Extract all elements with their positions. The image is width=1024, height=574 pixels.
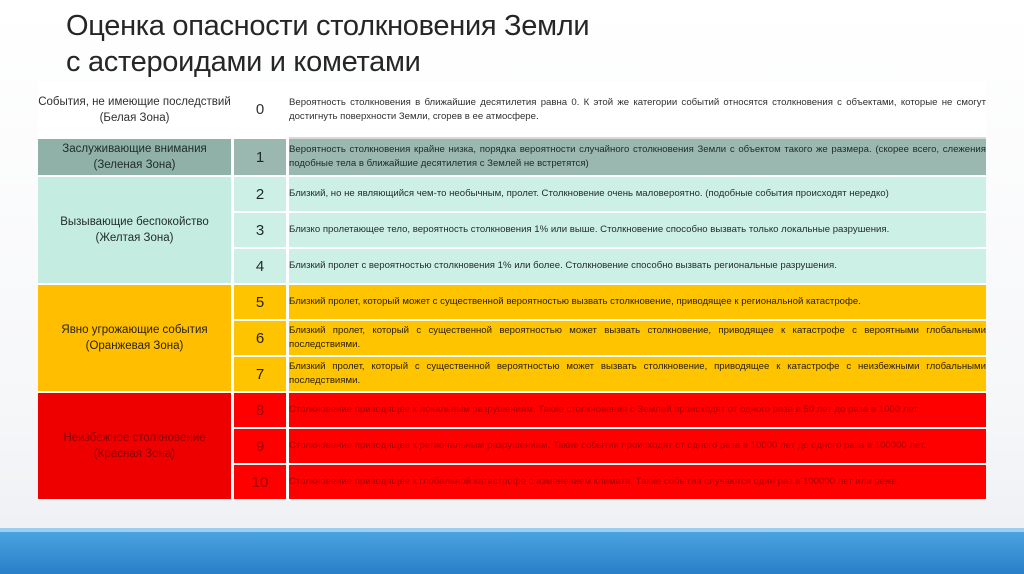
level-number: 5 bbox=[233, 284, 288, 320]
level-number: 1 bbox=[233, 138, 288, 176]
zone-label-white: События, не имеющие последствий (Белая Зона) bbox=[38, 82, 233, 138]
zone-label-yellow: Вызывающие беспокойство (Желтая Зона) bbox=[38, 176, 233, 284]
level-description: Столкновение приводящее к глобальной катастрофе с изменением климата. Такие события случаются один раз в 100000 лет или реже. bbox=[288, 464, 987, 500]
level-description: Близкий пролет, который может с существенной вероятностью вызвать столкновение, приводящее к региональной катастрофе. bbox=[288, 284, 987, 320]
level-description: Близко пролетающее тело, вероятность столкновения 1% или выше. Столкновение способно вызвать только локальные разрушения. bbox=[288, 212, 987, 248]
level-number: 9 bbox=[233, 428, 288, 464]
footer-bar bbox=[0, 532, 1024, 574]
level-number: 4 bbox=[233, 248, 288, 284]
level-description: Столкновение приводящее к локальным разрушениям. Такие столкновения с Землей происходят от одного раза в 50 лет до раза в 1000 лет. bbox=[288, 392, 987, 428]
zone-label-red: Неизбежное столкновение (Красная Зона) bbox=[38, 392, 233, 500]
zone-label-green: Заслуживающие внимания (Зеленая Зона) bbox=[38, 138, 233, 176]
level-number: 2 bbox=[233, 176, 288, 212]
level-description: Вероятность столкновения в ближайшие десятилетия равна 0. К этой же категории событий относятся столкновения с объектами, которые не смогут достигнуть поверхности Земли, сгорев в ее атмосфере. bbox=[288, 82, 987, 138]
slide-title-line-2: с астероидами и кометами bbox=[66, 46, 421, 78]
level-description: Столкновение приводящее к региональным разрушениям. Такие события происходят от одного раза в 10000 лет до одного раза в 100000 лет. bbox=[288, 428, 987, 464]
level-number: 8 bbox=[233, 392, 288, 428]
table-row bbox=[38, 284, 986, 320]
level-number: 10 bbox=[233, 464, 288, 500]
level-description: Близкий, но не являющийся чем-то необычным, пролет. Столкновение очень маловероятно. (подобные события происходят нередко) bbox=[288, 176, 987, 212]
level-number: 0 bbox=[233, 82, 288, 138]
level-number: 3 bbox=[233, 212, 288, 248]
level-description: Близкий пролет, который с существенной вероятностью может вызвать столкновение, приводящее к катастрофе с вероятными глобальными последствиями. bbox=[288, 320, 987, 356]
hazard-scale-table bbox=[38, 82, 986, 501]
slide-title-line-1: Оценка опасности столкновения Земли bbox=[66, 10, 590, 42]
level-description: Близкий пролет с вероятностью столкновения 1% или более. Столкновение способно вызвать региональные разрушения. bbox=[288, 248, 987, 284]
zone-label-orange: Явно угрожающие события (Оранжевая Зона) bbox=[38, 284, 233, 392]
level-number: 6 bbox=[233, 320, 288, 356]
level-description: Близкий пролет, который с существенной вероятностью может вызвать столкновение, приводящее к катастрофе с неизбежными глобальными последствиями. bbox=[288, 356, 987, 392]
level-description: Вероятность столкновения крайне низка, порядка вероятности случайного столкновения Земли с объектом такого же размера. (скорее всего, слежения подобные тела в ближайшие десятилетия с Землей не встретятся) bbox=[288, 138, 987, 176]
level-number: 7 bbox=[233, 356, 288, 392]
table-row bbox=[38, 392, 986, 428]
slide-title bbox=[66, 8, 966, 80]
table-row bbox=[38, 82, 986, 138]
table-row bbox=[38, 138, 986, 176]
table-row bbox=[38, 176, 986, 212]
